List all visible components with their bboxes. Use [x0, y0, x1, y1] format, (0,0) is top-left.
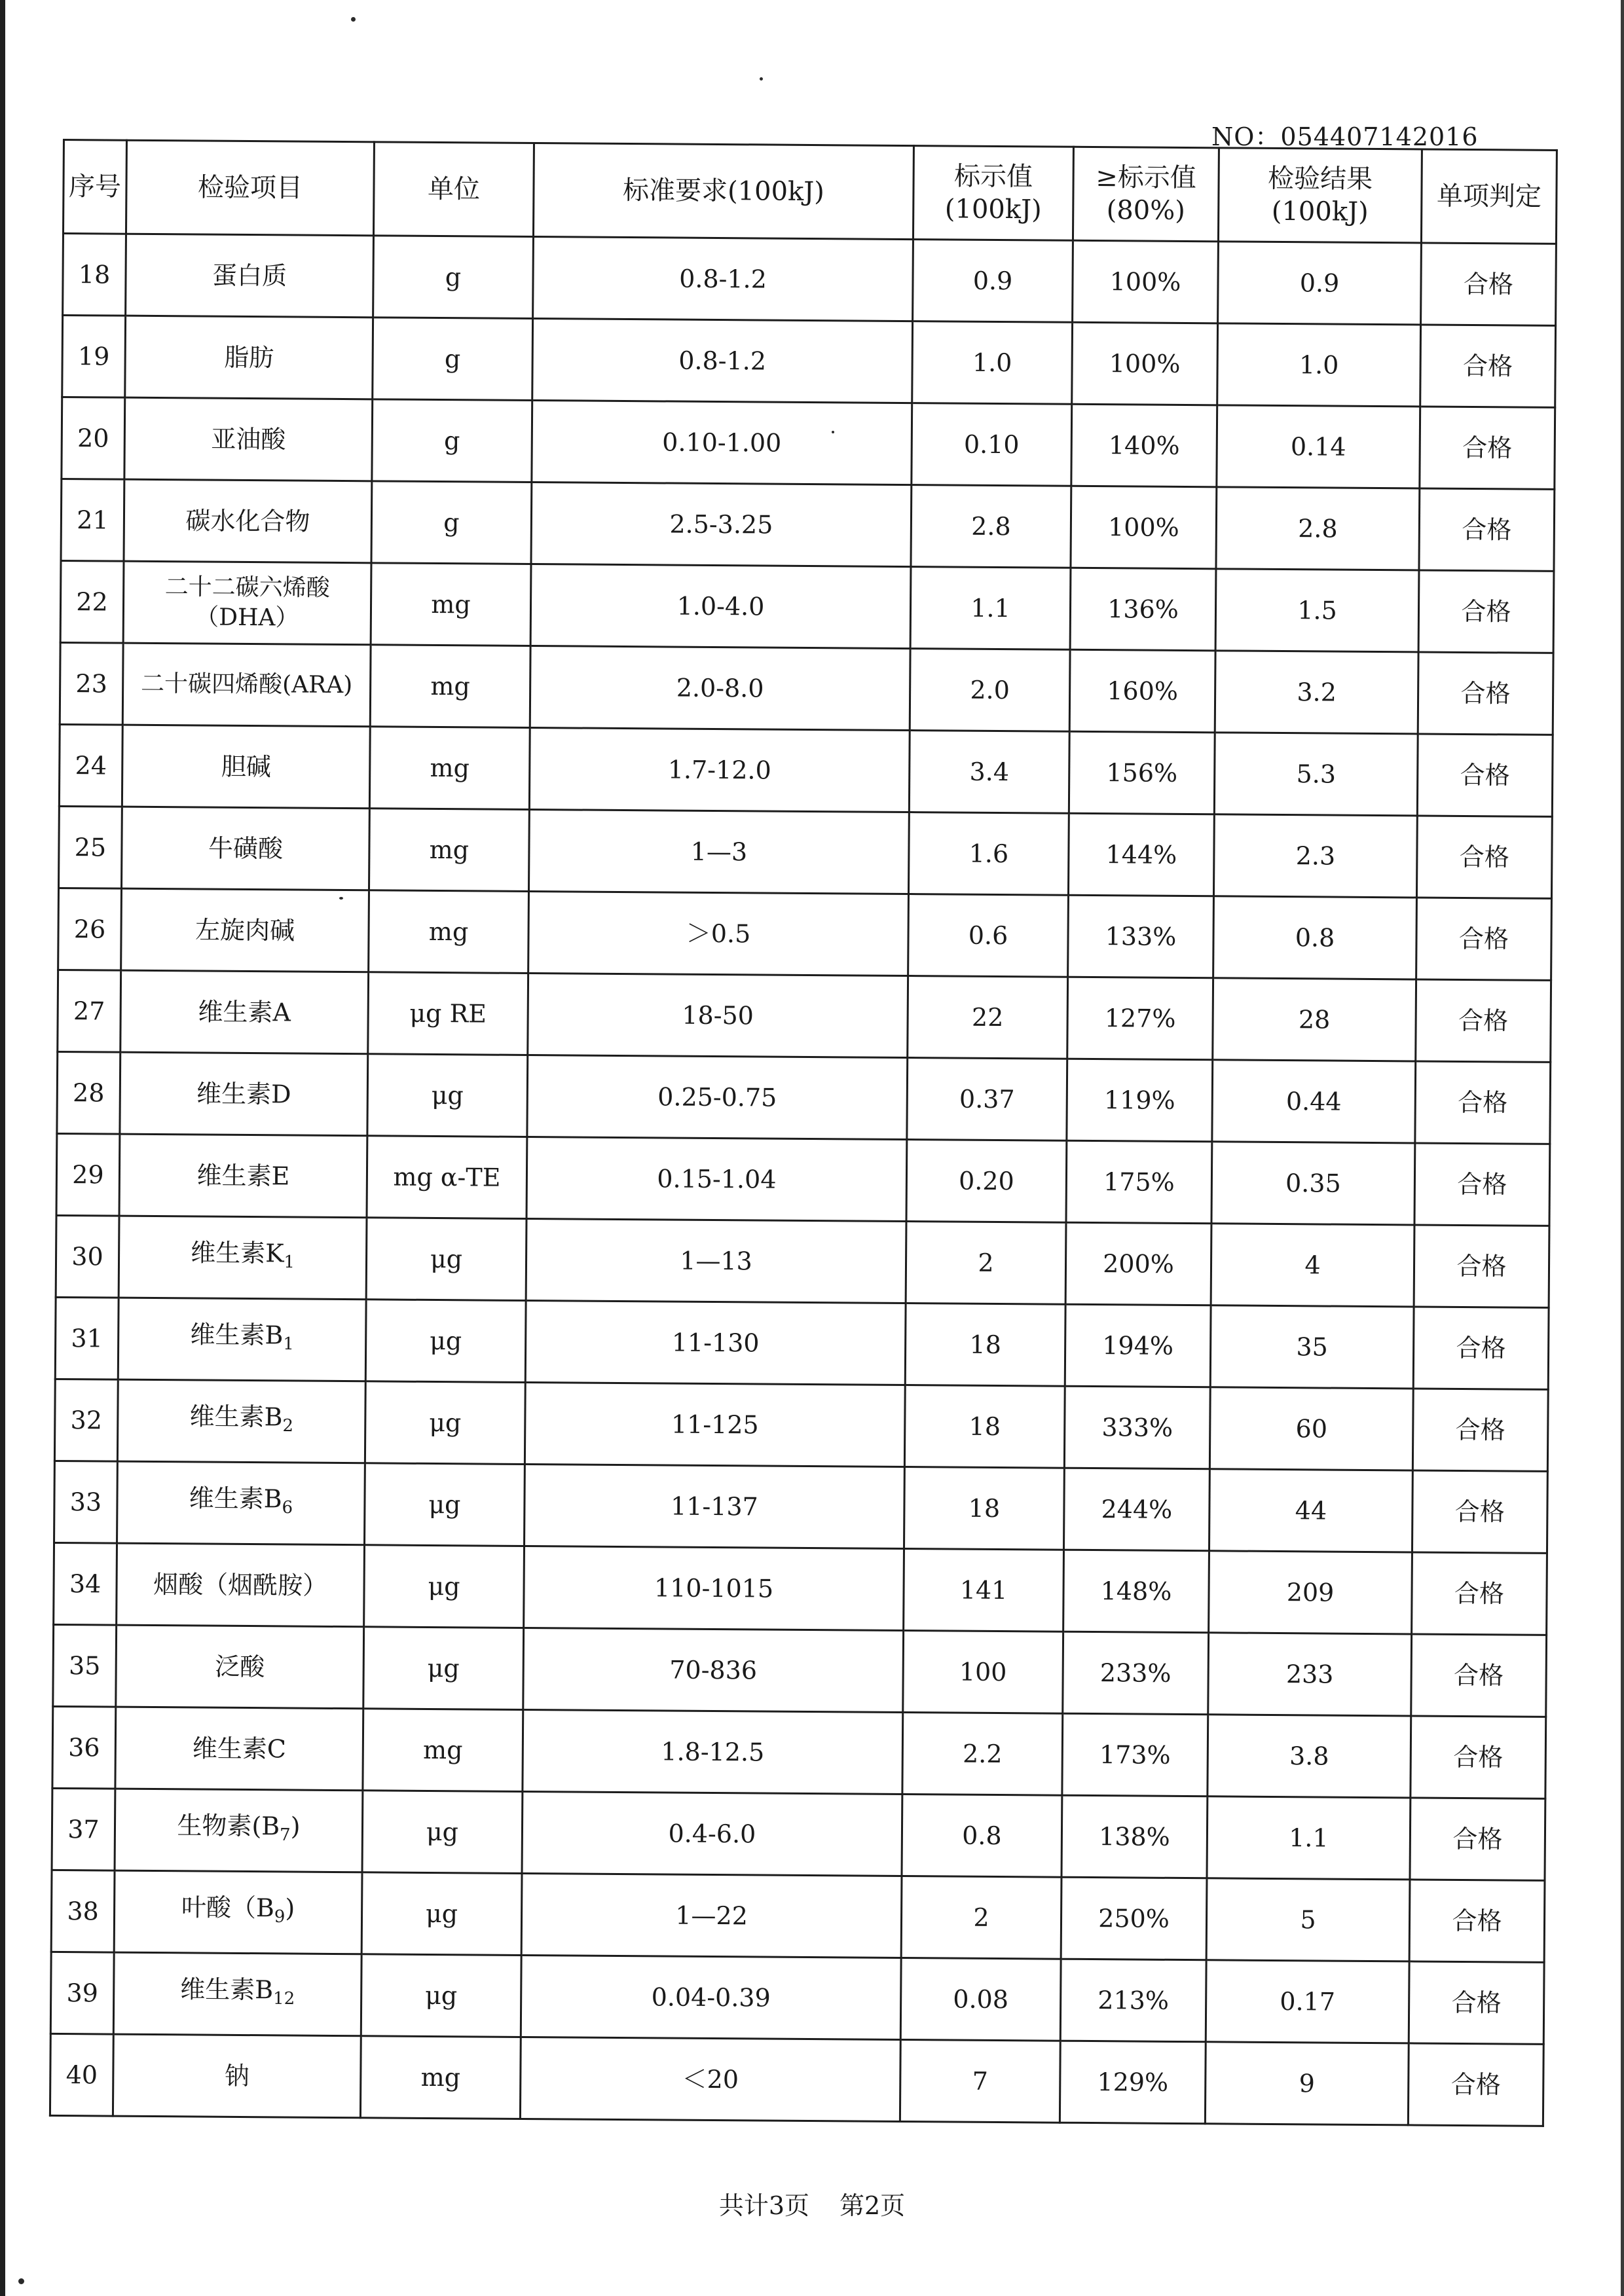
row-result: 9	[1205, 2042, 1409, 2125]
table-row	[50, 1952, 1544, 2044]
table-row	[52, 1788, 1545, 1880]
row-item	[122, 643, 371, 727]
row-unit: μg	[367, 1054, 528, 1137]
row-labeled-value: 18	[904, 1385, 1065, 1468]
row-ratio: 136%	[1070, 568, 1216, 651]
row-verdict: 合格	[1415, 1061, 1551, 1144]
table-row	[58, 970, 1551, 1062]
row-standard: 1—22	[521, 1873, 902, 1958]
row-standard: 70-836	[523, 1628, 904, 1712]
row-number: 24	[59, 724, 122, 807]
row-number: 21	[61, 479, 124, 561]
item-name: 二十二碳六烯酸 （DHA）	[164, 574, 330, 632]
row-labeled-value: 2.2	[902, 1713, 1063, 1796]
row-ratio: 156%	[1069, 731, 1215, 814]
row-verdict: 合格	[1409, 1961, 1544, 2044]
row-standard: 1.0-4.0	[530, 564, 911, 649]
row-verdict: 合格	[1416, 898, 1552, 980]
row-number: 27	[58, 970, 121, 1052]
row-ratio: 194%	[1065, 1304, 1211, 1387]
row-item	[125, 316, 373, 399]
item-subscript: 1	[284, 1252, 295, 1273]
row-ratio: 333%	[1064, 1386, 1210, 1469]
row-result: 60	[1209, 1387, 1413, 1470]
page-footer	[0, 2185, 1624, 2221]
row-labeled-value: 0.9	[913, 240, 1073, 323]
scan-edge-left	[0, 0, 5, 2296]
row-unit: μg	[365, 1300, 526, 1383]
row-ratio: 173%	[1062, 1713, 1208, 1796]
row-standard: 0.4-6.0	[522, 1791, 902, 1876]
row-verdict: 合格	[1411, 1716, 1546, 1798]
table-row	[55, 1297, 1549, 1389]
row-labeled-value: 3.4	[909, 731, 1069, 814]
row-item	[113, 2034, 361, 2118]
table-row	[56, 1133, 1550, 1226]
row-number: 28	[57, 1051, 120, 1134]
table-row	[54, 1542, 1547, 1635]
row-item	[119, 1134, 367, 1218]
row-ratio: 175%	[1066, 1140, 1212, 1224]
item-name: 生物素(B	[177, 1811, 280, 1841]
row-unit: g	[372, 399, 532, 483]
row-result: 3.8	[1208, 1715, 1411, 1798]
row-standard: 2.5-3.25	[531, 483, 912, 567]
row-standard: 0.8-1.2	[532, 319, 913, 403]
item-name: 叶酸（B	[181, 1893, 275, 1923]
row-result: 35	[1210, 1305, 1414, 1389]
row-unit: mg	[371, 563, 531, 646]
row-number: 20	[62, 397, 125, 480]
row-result: 5.3	[1214, 733, 1418, 816]
row-unit: mg	[369, 727, 530, 810]
item-name: 维生素B	[189, 1484, 282, 1514]
item-name: 维生素C	[192, 1734, 287, 1764]
row-verdict: 合格	[1420, 325, 1556, 407]
row-standard: 11-125	[525, 1382, 905, 1467]
row-standard: 0.15-1.04	[526, 1137, 907, 1221]
table-row	[58, 888, 1552, 980]
row-labeled-value: 1.1	[910, 567, 1071, 650]
total-pages: 共计3页	[718, 2191, 809, 2220]
row-ratio: 100%	[1073, 240, 1219, 323]
row-verdict: 合格	[1412, 1470, 1547, 1553]
row-item	[117, 1543, 365, 1627]
item-name: 亚油酸	[211, 424, 286, 454]
row-verdict: 合格	[1412, 1552, 1547, 1635]
row-number: 25	[59, 806, 122, 888]
row-standard: ＞0.5	[528, 891, 909, 975]
row-ratio: 127%	[1067, 977, 1213, 1060]
row-result: 0.9	[1218, 242, 1422, 325]
row-verdict: 合格	[1416, 979, 1551, 1062]
col-header-result: 检验结果 (100kJ)	[1218, 148, 1422, 243]
row-item	[123, 561, 371, 645]
row-item	[124, 479, 372, 563]
table-row	[59, 806, 1553, 898]
row-unit: mg	[360, 2036, 521, 2119]
row-item	[119, 1216, 367, 1300]
row-unit: mg	[369, 890, 529, 974]
scan-speck	[339, 897, 343, 900]
row-ratio: 244%	[1063, 1468, 1209, 1551]
row-labeled-value: 7	[900, 2040, 1060, 2123]
row-unit: μg	[365, 1463, 525, 1546]
item-name: 牛磺酸	[208, 833, 284, 864]
row-labeled-value: 18	[904, 1467, 1064, 1550]
row-standard: 0.25-0.75	[527, 1055, 908, 1139]
row-result: 44	[1209, 1469, 1412, 1552]
scan-speck	[351, 17, 356, 22]
row-number: 35	[53, 1624, 117, 1707]
row-unit: μg	[365, 1381, 525, 1465]
table-row	[54, 1461, 1548, 1553]
row-ratio: 200%	[1065, 1222, 1211, 1305]
row-result: 2.8	[1216, 487, 1420, 570]
row-standard: 0.8-1.2	[533, 237, 913, 321]
row-item	[115, 1707, 363, 1791]
row-item	[124, 397, 373, 481]
row-result: 0.14	[1217, 405, 1420, 488]
row-labeled-value: 1.6	[908, 812, 1069, 896]
row-number: 38	[51, 1870, 115, 1952]
scan-edge-right	[1621, 0, 1624, 2296]
row-verdict: 合格	[1416, 816, 1552, 898]
row-verdict: 合格	[1417, 734, 1553, 816]
row-labeled-value: 0.08	[900, 1958, 1061, 2041]
item-suffix: )	[290, 1812, 301, 1841]
row-item	[115, 1789, 363, 1872]
scan-speck	[18, 2278, 24, 2284]
row-standard: 1.7-12.0	[529, 728, 910, 812]
row-ratio: 213%	[1060, 1959, 1206, 2042]
item-name: 胆碱	[221, 752, 271, 782]
item-subscript: 12	[272, 1989, 295, 2009]
col-header-ratio: ≥标示值 (80%)	[1073, 147, 1219, 242]
row-ratio: 140%	[1071, 404, 1217, 487]
row-unit: μg	[361, 1954, 521, 2037]
row-result: 28	[1213, 978, 1416, 1061]
row-labeled-value: 141	[904, 1549, 1064, 1632]
row-result: 0.35	[1211, 1142, 1415, 1225]
row-verdict: 合格	[1408, 2043, 1543, 2126]
row-unit: μg	[363, 1627, 524, 1710]
row-labeled-value: 22	[908, 976, 1068, 1059]
table-row	[50, 2033, 1543, 2126]
row-verdict: 合格	[1414, 1225, 1549, 1307]
row-verdict: 合格	[1418, 570, 1554, 653]
row-ratio: 233%	[1063, 1631, 1209, 1715]
col-header-verdict: 单项判定	[1421, 149, 1557, 244]
row-unit: μg	[366, 1218, 526, 1301]
col-header-item: 检验项目	[126, 140, 374, 236]
scan-speck	[760, 77, 763, 81]
row-result: 1.1	[1207, 1796, 1411, 1880]
row-result: 0.17	[1206, 1960, 1409, 2043]
row-result: 2.3	[1213, 814, 1417, 898]
row-labeled-value: 2.0	[910, 649, 1070, 732]
row-number: 34	[54, 1542, 117, 1625]
row-ratio: 133%	[1068, 895, 1214, 978]
row-number: 23	[60, 642, 123, 725]
row-standard: 0.10-1.00	[532, 401, 912, 485]
item-name: 左旋肉碱	[194, 915, 295, 945]
row-ratio: 160%	[1069, 649, 1215, 733]
item-subscript: 7	[280, 1825, 291, 1846]
row-labeled-value: 0.20	[906, 1140, 1067, 1223]
row-item	[120, 1052, 368, 1136]
table-row	[52, 1706, 1546, 1798]
row-number: 29	[56, 1133, 120, 1216]
row-unit: mg	[369, 809, 529, 892]
row-result: 209	[1209, 1551, 1412, 1634]
item-name: 维生素B	[190, 1320, 284, 1350]
row-unit: μg	[362, 1791, 523, 1874]
row-item	[122, 807, 370, 890]
row-result: 3.2	[1215, 651, 1418, 734]
row-item	[121, 888, 369, 972]
row-ratio: 129%	[1060, 2041, 1206, 2124]
item-name: 维生素A	[198, 997, 291, 1027]
row-verdict: 合格	[1419, 488, 1555, 571]
item-name: 脂肪	[224, 342, 274, 373]
row-number: 30	[56, 1215, 119, 1298]
item-suffix: )	[285, 1893, 295, 1923]
table-row	[60, 642, 1553, 735]
inspection-table	[49, 139, 1558, 2127]
row-result: 1.5	[1215, 569, 1419, 652]
col-header-unit: 单位	[373, 142, 534, 237]
row-result: 233	[1208, 1633, 1412, 1716]
row-number: 26	[58, 888, 122, 970]
row-standard: 1—3	[528, 809, 909, 894]
row-result: 0.8	[1213, 896, 1417, 979]
item-subscript: 1	[283, 1334, 294, 1355]
row-standard: 11-137	[525, 1464, 905, 1548]
row-labeled-value: 0.8	[902, 1795, 1062, 1878]
row-unit: μg	[364, 1545, 525, 1628]
row-standard: 1.8-12.5	[523, 1709, 903, 1794]
table-row	[60, 560, 1554, 653]
row-item	[120, 970, 369, 1054]
row-number: 18	[63, 234, 126, 316]
row-number: 32	[54, 1379, 118, 1461]
row-standard: 0.04-0.39	[521, 1955, 901, 2039]
item-subscript: 6	[282, 1498, 293, 1518]
row-verdict: 合格	[1418, 652, 1553, 735]
row-labeled-value: 100	[903, 1631, 1063, 1714]
row-ratio: 148%	[1063, 1550, 1209, 1633]
table-row	[54, 1379, 1548, 1471]
item-name: 维生素B	[189, 1402, 283, 1432]
row-verdict: 合格	[1414, 1143, 1550, 1226]
row-unit: μg RE	[368, 972, 528, 1055]
item-name: 维生素E	[196, 1161, 290, 1191]
row-verdict: 合格	[1409, 1880, 1545, 1962]
row-verdict: 合格	[1410, 1798, 1545, 1880]
col-header-no: 序号	[63, 140, 126, 234]
report-number: NO：054407142016	[1211, 122, 1479, 151]
row-standard: 1—13	[526, 1218, 906, 1303]
scan-speck	[832, 431, 834, 433]
row-standard: 18-50	[528, 973, 908, 1057]
row-item	[126, 234, 374, 318]
row-item	[113, 1952, 361, 2036]
row-verdict: 合格	[1413, 1307, 1549, 1389]
item-name: 蛋白质	[212, 261, 287, 291]
item-name: 钠	[224, 2061, 250, 2091]
row-number: 33	[54, 1461, 118, 1543]
row-standard: 11-130	[525, 1300, 906, 1385]
table-row	[63, 234, 1557, 326]
row-labeled-value: 18	[905, 1303, 1065, 1387]
row-unit: mg α-TE	[367, 1136, 527, 1219]
row-number: 31	[55, 1297, 119, 1379]
row-result: 4	[1211, 1224, 1414, 1307]
row-number: 37	[52, 1788, 115, 1870]
row-unit: μg	[361, 1872, 522, 1956]
table-body	[50, 234, 1556, 2126]
row-number: 22	[60, 560, 124, 643]
item-name: 维生素D	[196, 1079, 291, 1109]
item-name: 烟酸（烟酰胺）	[153, 1570, 328, 1600]
row-labeled-value: 2.8	[911, 485, 1071, 568]
table-row	[51, 1870, 1545, 1962]
item-name: 碳水化合物	[185, 506, 310, 536]
row-item	[117, 1379, 365, 1463]
row-ratio: 100%	[1072, 322, 1218, 405]
report-table-container	[48, 139, 1556, 2179]
table-header-row	[63, 140, 1557, 244]
row-item	[117, 1461, 365, 1545]
row-item	[114, 1870, 362, 1954]
item-name: 维生素K	[191, 1238, 284, 1268]
row-labeled-value: 0.10	[912, 403, 1072, 486]
row-result: 0.44	[1212, 1060, 1416, 1143]
row-unit: g	[373, 236, 534, 319]
row-labeled-value: 1.0	[912, 321, 1073, 405]
row-verdict: 合格	[1420, 407, 1555, 489]
item-subscript: 9	[274, 1907, 286, 1927]
row-ratio: 119%	[1067, 1059, 1213, 1142]
row-labeled-value: 0.37	[907, 1058, 1067, 1141]
row-ratio: 100%	[1071, 486, 1217, 569]
item-name: 维生素B	[180, 1975, 274, 2005]
table-row	[62, 316, 1556, 408]
row-item	[122, 725, 370, 809]
row-number: 39	[50, 1952, 114, 2034]
row-item	[116, 1625, 364, 1709]
table-row	[62, 397, 1555, 490]
item-name: 泛酸	[215, 1652, 265, 1682]
table-row	[53, 1624, 1547, 1717]
table-row	[56, 1215, 1549, 1307]
row-ratio: 138%	[1061, 1795, 1208, 1878]
row-standard: ＜20	[520, 2037, 900, 2121]
col-header-labeled: 标示值 (100kJ)	[913, 146, 1073, 241]
row-standard: 2.0-8.0	[530, 646, 910, 731]
row-unit: mg	[363, 1709, 523, 1792]
row-verdict: 合格	[1411, 1634, 1547, 1717]
table-row	[57, 1051, 1551, 1144]
row-number: 40	[50, 2033, 113, 2116]
table-row	[61, 479, 1555, 571]
row-item	[118, 1298, 366, 1381]
row-result: 5	[1206, 1878, 1410, 1961]
row-ratio: 250%	[1061, 1877, 1207, 1960]
row-labeled-value: 0.6	[908, 894, 1069, 977]
row-result: 1.0	[1217, 323, 1421, 407]
current-page: 第2页	[840, 2191, 906, 2220]
item-name: 二十碳四烯酸(ARA)	[140, 670, 353, 699]
row-number: 19	[62, 316, 126, 398]
row-unit: g	[371, 481, 532, 564]
table-row	[59, 724, 1553, 816]
row-verdict: 合格	[1421, 243, 1557, 325]
row-unit: mg	[370, 645, 530, 728]
row-verdict: 合格	[1412, 1389, 1548, 1471]
row-ratio: 144%	[1068, 813, 1214, 896]
col-header-standard: 标准要求(100kJ)	[533, 143, 913, 240]
row-standard: 110-1015	[524, 1546, 904, 1630]
row-unit: g	[373, 318, 533, 401]
row-labeled-value: 2	[901, 1876, 1061, 1959]
item-subscript: 2	[282, 1416, 294, 1436]
row-labeled-value: 2	[906, 1222, 1066, 1305]
row-number: 36	[52, 1706, 116, 1789]
